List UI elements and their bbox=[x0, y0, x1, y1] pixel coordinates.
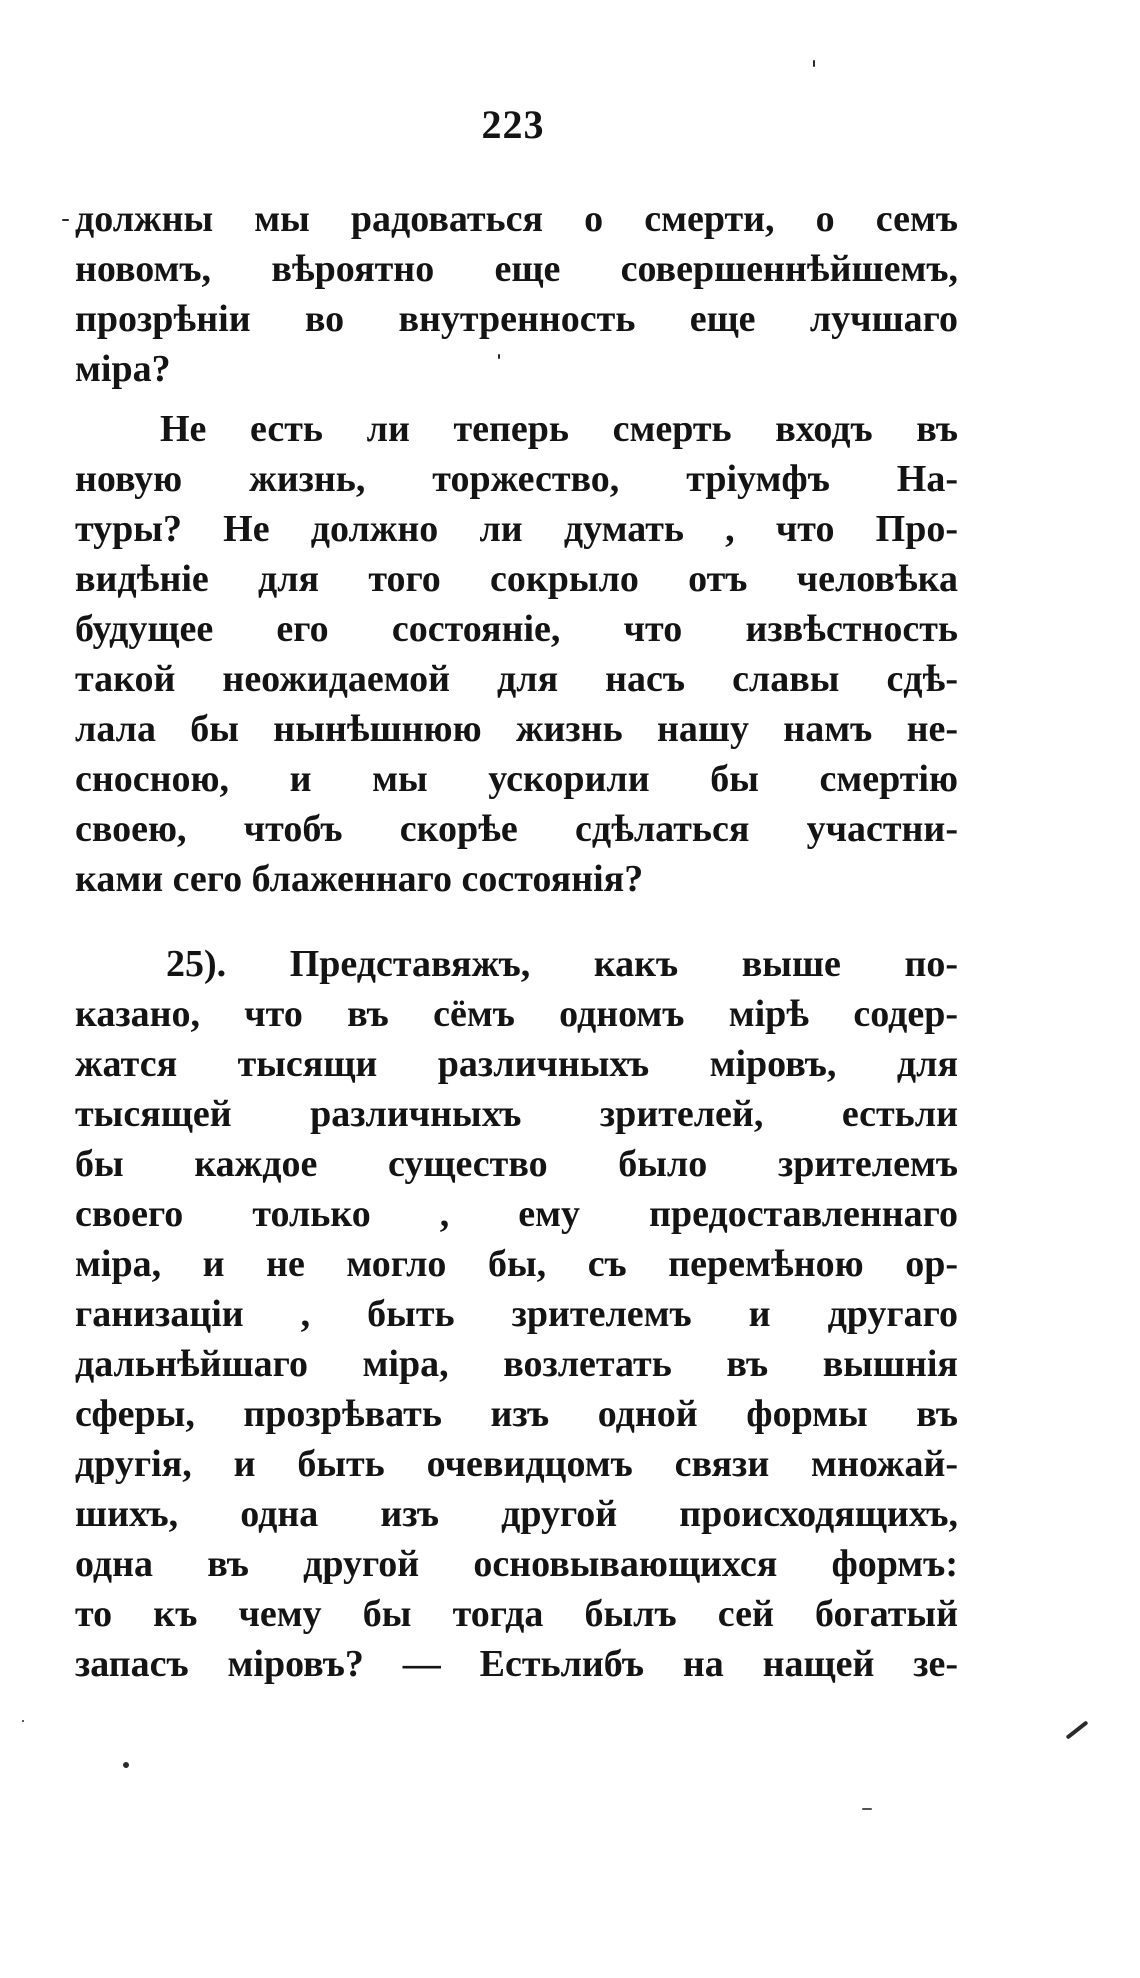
text-line: будущее его состояніе, что извѣстность bbox=[75, 608, 958, 650]
ink-speck bbox=[498, 354, 500, 359]
text-line: тысящей различныхъ зрителей, естьли bbox=[75, 1093, 958, 1135]
text-line: дальнѣйшаго міра, возлетать въ вышнія bbox=[75, 1343, 958, 1385]
text-line: своею, чтобъ скорѣе сдѣлаться участни- bbox=[75, 808, 958, 850]
text-line: своего только , ему предоставленнаго bbox=[75, 1193, 958, 1235]
text-line: туры? Не должно ли думать , что Про- bbox=[75, 508, 958, 550]
ink-speck bbox=[862, 1808, 872, 1810]
paragraph bbox=[75, 404, 958, 904]
text-line: жатся тысящи различныхъ міровъ, для bbox=[75, 1043, 958, 1085]
text-line: міра? bbox=[75, 348, 171, 390]
body-text bbox=[75, 194, 958, 1689]
ink-speck bbox=[62, 219, 69, 221]
text-line: видѣніе для того сокрыло отъ человѣка bbox=[75, 558, 958, 600]
text-line: сферы, прозрѣвать изъ одной формы въ bbox=[75, 1393, 958, 1435]
text-line: 25). Представяжъ, какъ выше по- bbox=[166, 943, 958, 985]
text-line: прозрѣніи во внутренность еще лучшаго bbox=[75, 298, 958, 340]
text-line: то къ чему бы тогда былъ сей богатый bbox=[75, 1593, 958, 1635]
text-line: шихъ, одна изъ другой происходящихъ, bbox=[75, 1493, 958, 1535]
text-line: запасъ міровъ? — Естьлибъ на нащей зе- bbox=[75, 1643, 958, 1685]
text-line: бы каждое существо было зрителемъ bbox=[75, 1143, 958, 1185]
text-line: ганизаціи , быть зрителемъ и другаго bbox=[75, 1293, 958, 1335]
text-line: Не есть ли теперь смерть входъ въ bbox=[160, 408, 958, 450]
text-line: другія, и быть очевидцомъ связи множай- bbox=[75, 1443, 958, 1485]
text-line: новомъ, вѣроятно еще совершеннѣйшемъ, bbox=[75, 248, 958, 290]
text-line: новую жизнь, торжество, тріумфъ На- bbox=[75, 458, 958, 500]
ink-speck bbox=[123, 1762, 129, 1768]
page-number: 223 bbox=[481, 102, 545, 147]
paragraph-numbered bbox=[75, 939, 958, 1689]
ink-stroke bbox=[1066, 1720, 1089, 1739]
ink-speck bbox=[813, 60, 815, 67]
text-line: міра, и не могло бы, съ перемѣною ор- bbox=[75, 1243, 958, 1285]
text-line: должны мы радоваться о смерти, о семъ bbox=[75, 198, 958, 240]
text-line: такой неожидаемой для насъ славы сдѣ- bbox=[75, 658, 958, 700]
text-line: казано, что въ сёмъ одномъ мірѣ содер- bbox=[75, 993, 958, 1035]
text-line: лала бы нынѣшнюю жизнь нашу намъ не- bbox=[75, 708, 958, 750]
text-line: одна въ другой основывающихся формъ: bbox=[75, 1543, 958, 1585]
text-line: ками сего блаженнаго состоянія? bbox=[75, 858, 644, 900]
paragraph-continuation bbox=[75, 194, 958, 394]
ink-speck bbox=[22, 1720, 24, 1722]
text-line: сносною, и мы ускорили бы смертію bbox=[75, 758, 958, 800]
